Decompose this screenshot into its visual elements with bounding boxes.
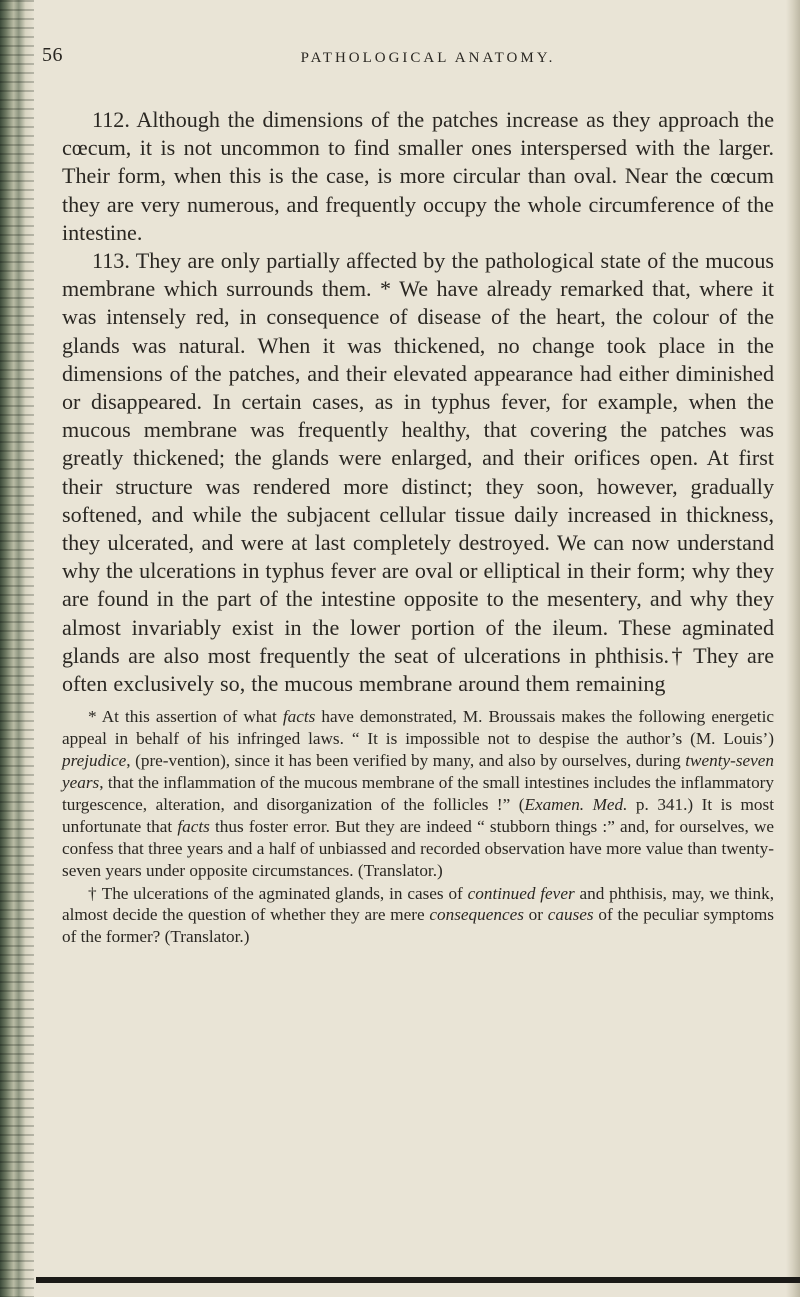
emphasis-facts: facts [282, 707, 316, 727]
footnotes [62, 706, 774, 948]
emphasis-continued-fever: continued fever [467, 883, 575, 903]
emphasis-causes: causes [547, 905, 594, 925]
body-text [62, 106, 774, 698]
footnote-asterisk: * At this assertion of what facts have demonstrated, M. Broussais makes the following energetic appeal in behalf of his infringed laws. “ It is impossible not to despise the author’s (M. Louis’) prejudice, (pre-vention), since it has been verified by many, and also by ourselves, during twenty-seven years, that the inflammation of the mucous membrane of the small intestines includes the inflammatory turgescence, alteration, and disorganization of the follicles !” (Examen. Med. p. 341.) It is most unfortunate that facts thus foster error. But they are indeed “ stubborn things :” and, for ourselves, we confess that three years and a half of unbiassed and recorded observation have more value than twenty-seven years under opposite circumstances. (Translator.) [62, 707, 774, 880]
emphasis-twenty-seven-years: twenty-seven years [62, 751, 774, 792]
paragraph-113: 113. They are only partially affected by the pathological state of the mucous membrane which surrounds them. * We have already remarked that, where it was intensely red, in consequence of disease of the heart, the colour of the glands was natural. When it was thickened, no change took place in the dimensions of the patches, and their elevated appearance had either diminished or disappeared. In certain cases, as in typhus fever, for example, when the mucous membrane was frequently healthy, that covering the patches was greatly thickened; the glands were enlarged, and their orifices open. At first their structure was rendered more distinct; they soon, however, gradually softened, and while the subjacent cellular tissue daily increased in thickness, they ulcerated, and were at last completely destroyed. We can now understand why the ulcerations in typhus fever are oval or elliptical in their form; why they are found in the part of the intestine opposite to the mesentery, and why they almost invariably exist in the lower portion of the ileum. These agminated glands are also most frequently the seat of ulcerations in phthisis.† They are often exclusively so, the mucous membrane around them remaining [62, 248, 774, 697]
emphasis-consequences: consequences [429, 905, 524, 925]
paragraph-112: 112. Although the dimensions of the patches increase as they approach the cœcum, it is not uncommon to find smaller ones interspersed with the larger. Their form, when this is the case, is more circular than oval. Near the cœcum they are very numerous, and frequently occupy the whole circumference of the intestine. [62, 107, 774, 245]
page-number: 56 [42, 44, 63, 66]
page [42, 40, 774, 948]
citation-examen-med: Examen. Med. [524, 794, 628, 814]
page-edge [786, 0, 800, 1297]
footnote-dagger: † The ulcerations of the agminated glands, in cases of continued fever and phthisis, may, we think, almost decide the question of whether they are mere consequences or causes of the peculiar symptoms of the former? (Translator.) [62, 883, 774, 947]
binding-texture [0, 0, 34, 1297]
running-head: PATHOLOGICAL ANATOMY. [300, 50, 556, 66]
emphasis-facts-2: facts [177, 816, 210, 836]
page-header [42, 40, 774, 76]
bottom-rule [36, 1277, 800, 1283]
emphasis-prejudice: prejudice [62, 751, 127, 771]
